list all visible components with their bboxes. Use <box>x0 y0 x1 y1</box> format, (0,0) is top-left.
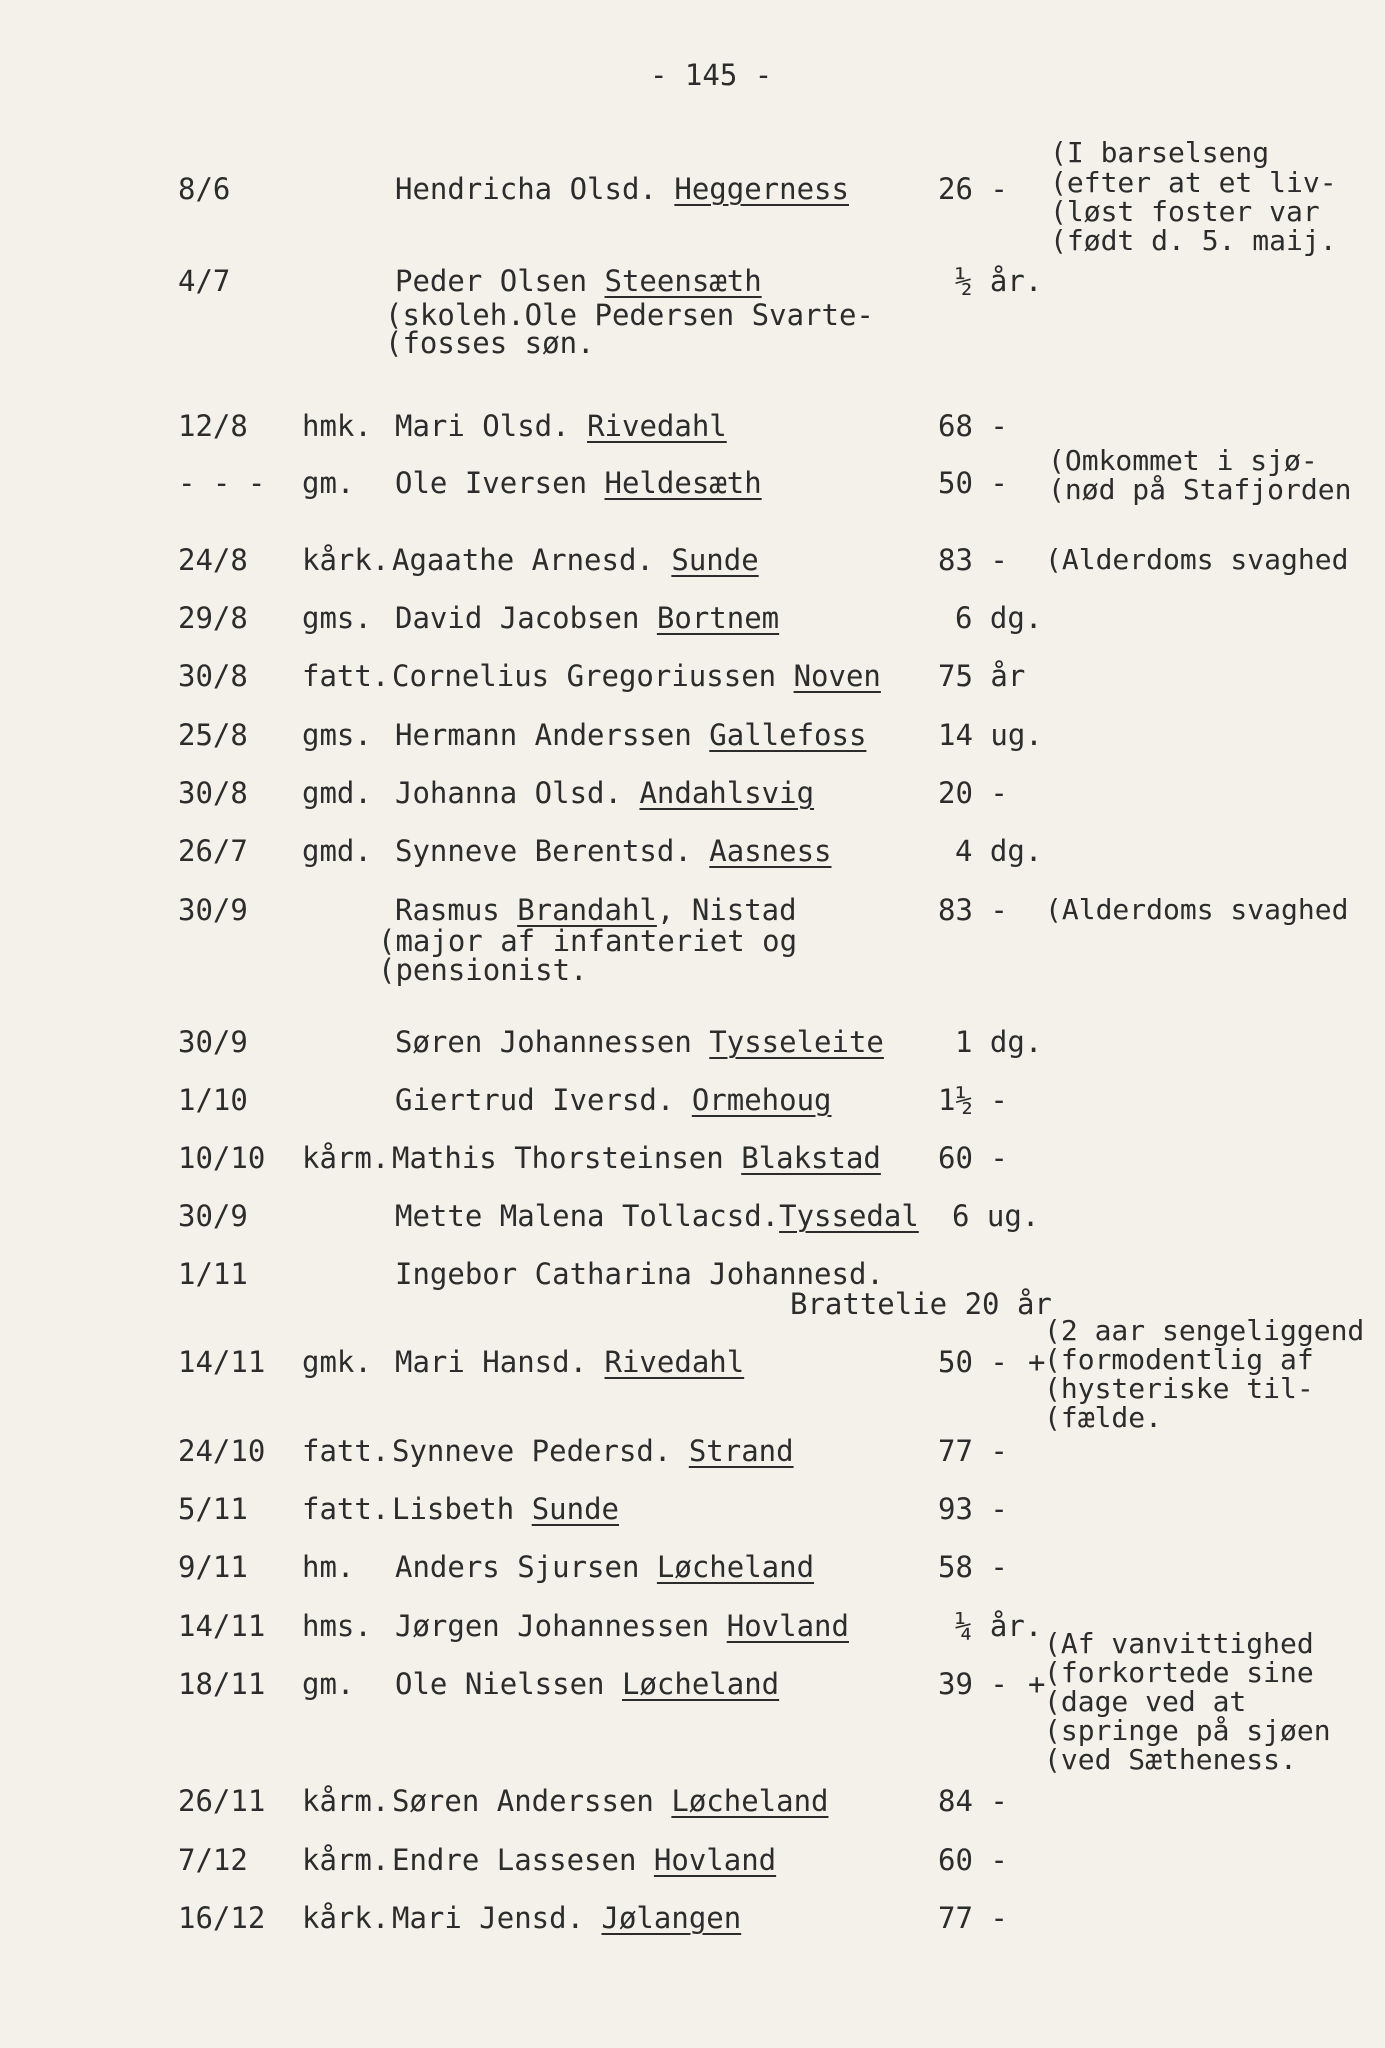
entry-date: 30/9 <box>178 1199 248 1233</box>
entry-name-line <box>395 720 866 750</box>
entry-farm: Hovland <box>653 1843 777 1877</box>
entry-title: gmd. <box>302 776 372 810</box>
entry-date: 9/11 <box>178 1550 248 1584</box>
entry-name-line <box>395 1669 779 1699</box>
entry-date: 30/8 <box>178 776 248 810</box>
entry-name-line <box>392 1436 794 1466</box>
entry-name: Giertrud Iversd. <box>395 1083 692 1117</box>
entry-date: 24/10 <box>178 1434 266 1468</box>
entry-date: 4/7 <box>178 264 231 298</box>
entry-age: 93 - <box>938 1492 1008 1526</box>
entry-title: hm. <box>302 1550 355 1584</box>
entry-note-line: (forkortede sine <box>1044 1656 1314 1689</box>
entry-age: 83 - <box>938 893 1008 927</box>
entry-date: 30/9 <box>178 893 248 927</box>
entry-date: 30/8 <box>178 659 248 693</box>
entry-name: Ingebor Catharina Johannesd. <box>395 1257 884 1291</box>
entry-name: Mari Hansd. <box>395 1345 605 1379</box>
entry-farm: Tyssedal <box>779 1199 919 1233</box>
entry-title: gms. <box>302 718 372 752</box>
entry-name-line <box>395 1611 849 1641</box>
entry-title: kårm. <box>302 1784 390 1818</box>
entry-extra-line: (pensionist. <box>378 953 588 987</box>
entry-name: Synneve Pedersd. <box>392 1434 689 1468</box>
entry-name-line <box>395 1259 884 1289</box>
entry-date: 14/11 <box>178 1345 266 1379</box>
entry-farm: Heldesæth <box>604 466 762 500</box>
entry-date: 26/7 <box>178 834 248 868</box>
entry-age: 68 - <box>938 409 1008 443</box>
entry-farm: Jølangen <box>601 1901 742 1935</box>
entry-age: 6 dg. <box>955 601 1043 635</box>
page-number: - 145 - <box>650 58 773 92</box>
entry-date: 7/12 <box>178 1843 248 1877</box>
entry-farm: Blakstad <box>741 1141 881 1175</box>
entry-age: 26 - <box>938 172 1008 206</box>
entry-age: 58 - <box>938 1550 1008 1584</box>
entry-age: 20 - <box>938 776 1008 810</box>
entry-title: hms. <box>302 1609 372 1643</box>
entry-name: Søren Johannessen <box>395 1025 710 1059</box>
entry-farm: Noven <box>793 659 881 693</box>
entry-age: 1 dg. <box>955 1025 1043 1059</box>
entry-date: 30/9 <box>178 1025 248 1059</box>
entry-extra-line: (major af infanteriet og <box>378 924 798 958</box>
entry-age: 50 - <box>938 1345 1008 1379</box>
entry-name-line <box>395 1552 814 1582</box>
entry-name-line <box>392 661 881 691</box>
entry-title: fatt. <box>302 1434 390 1468</box>
entry-age: 60 - <box>938 1843 1008 1877</box>
entry-title: kårk. <box>302 543 390 577</box>
entry-date: 29/8 <box>178 601 248 635</box>
entry-age: 75 år <box>938 659 1026 693</box>
entry-name: Synneve Berentsd. <box>395 834 710 868</box>
entry-name-line <box>395 1027 884 1057</box>
entry-date: 8/6 <box>178 172 231 206</box>
entry-date: 18/11 <box>178 1667 266 1701</box>
entry-farm: Tysseleite <box>709 1025 884 1059</box>
entry-farm: Løcheland <box>656 1550 815 1584</box>
entry-date: 5/11 <box>178 1492 248 1526</box>
entry-name-suffix: , Nistad <box>656 893 797 927</box>
entry-farm: Sunde <box>671 543 759 577</box>
entry-name: Ole Iversen <box>395 466 605 500</box>
entry-farm: Strand <box>688 1434 794 1468</box>
entry-title: gmd. <box>302 834 372 868</box>
entry-farm: Brandahl <box>517 893 657 927</box>
entry-title: fatt. <box>302 659 390 693</box>
entry-name: Søren Anderssen <box>392 1784 672 1818</box>
entry-date: 10/10 <box>178 1141 266 1175</box>
entry-name-line <box>395 468 762 498</box>
entry-farm: Løcheland <box>671 1784 829 1818</box>
entry-title: gm. <box>302 1667 355 1701</box>
entry-farm: Rivedahl <box>587 409 727 443</box>
entry-note-line: (hysteriske til- <box>1044 1372 1314 1405</box>
entry-name: Hermann Anderssen <box>395 718 710 752</box>
entry-note-line: (Omkommet i sjø- <box>1048 444 1318 477</box>
entry-age: 50 - <box>938 466 1008 500</box>
entry-age: 83 - <box>938 543 1008 577</box>
entry-age: 39 - <box>938 1667 1008 1701</box>
entry-note-line: (Alderdoms svaghed <box>1045 893 1349 926</box>
entry-date: 1/11 <box>178 1257 248 1291</box>
entry-date: 25/8 <box>178 718 248 752</box>
entry-farm: Ormehoug <box>691 1083 832 1117</box>
entry-farm: Hovland <box>726 1609 849 1643</box>
entry-name: Ole Nielssen <box>395 1667 622 1701</box>
entry-farm: Rivedahl <box>604 1345 745 1379</box>
entry-name: Mette Malena Tollacsd. <box>395 1199 780 1233</box>
entry-name: Jørgen Johannessen <box>395 1609 727 1643</box>
entry-note-line: (løst foster var <box>1050 195 1320 228</box>
entry-name-line <box>395 411 727 441</box>
entry-extra-line: Brattelie 20 år <box>790 1287 1052 1321</box>
entry-farm: Heggerness <box>674 172 849 206</box>
entry-title: kårm. <box>302 1141 390 1175</box>
entry-name-line <box>392 1786 829 1816</box>
entry-title: gmk. <box>302 1345 372 1379</box>
entry-name: Endre Lassesen <box>392 1843 654 1877</box>
entry-note-line: (ved Sætheness. <box>1044 1743 1297 1776</box>
entry-note-line: (2 aar sengeliggend <box>1044 1314 1365 1347</box>
entry-extra-line: (skoleh.Ole Pedersen Svarte- <box>385 298 874 332</box>
entry-date: 14/11 <box>178 1609 266 1643</box>
entry-note-line: (Af vanvittighed <box>1044 1627 1314 1660</box>
entry-name-line <box>392 1845 776 1875</box>
entry-age: 4 dg. <box>955 834 1043 868</box>
entry-name-line <box>395 1085 832 1115</box>
entry-name: Hendricha Olsd. <box>395 172 675 206</box>
entry-name-line <box>392 1143 881 1173</box>
entry-note-line: (født d. 5. maij. <box>1050 224 1337 257</box>
entry-note-line: (Alderdoms svaghed <box>1045 543 1349 576</box>
entry-name: Anders Sjursen <box>395 1550 657 1584</box>
entry-name: Mari Jensd. <box>392 1901 602 1935</box>
entry-note-line: (nød på Stafjorden <box>1048 473 1352 506</box>
entry-title: gms. <box>302 601 372 635</box>
entry-extra-line: (fosses søn. <box>385 326 595 360</box>
entry-farm: Sunde <box>531 1492 619 1526</box>
entry-date: 12/8 <box>178 409 248 443</box>
entry-name-line <box>395 836 832 866</box>
entry-note-line: (efter at et liv- <box>1050 166 1337 199</box>
entry-age: ½ år. <box>955 264 1043 298</box>
entry-age: 84 - <box>938 1784 1008 1818</box>
entry-farm: Gallefoss <box>709 718 867 752</box>
entry-note-line: (formodentlig af <box>1044 1343 1314 1376</box>
entry-name: Rasmus <box>395 893 518 927</box>
entry-title: kårm. <box>302 1843 390 1877</box>
entry-name: Johanna Olsd. <box>395 776 640 810</box>
entry-title: hmk. <box>302 409 372 443</box>
entry-name-line <box>395 174 849 204</box>
entry-age: 6 ug. <box>952 1199 1040 1233</box>
entry-farm: Løcheland <box>621 1667 780 1701</box>
entry-farm: Bortnem <box>656 601 780 635</box>
entry-name-line <box>395 1201 919 1231</box>
entry-name: Agaathe Arnesd. <box>392 543 672 577</box>
entry-title: gm. <box>302 466 355 500</box>
entry-farm: Andahlsvig <box>639 776 815 810</box>
entry-note-line: (I barselseng <box>1050 136 1270 169</box>
entry-age: 77 - <box>938 1901 1008 1935</box>
entry-age: 14 ug. <box>938 718 1043 752</box>
entry-name-line <box>392 1903 741 1933</box>
entry-name: Mari Olsd. <box>395 409 588 443</box>
entry-name-line <box>392 1494 619 1524</box>
entry-name: Peder Olsen <box>395 264 605 298</box>
entry-age: ¼ år. <box>955 1609 1043 1643</box>
entry-farm: Steensæth <box>604 264 762 298</box>
entry-name: Mathis Thorsteinsen <box>392 1141 742 1175</box>
entry-date: 1/10 <box>178 1083 248 1117</box>
entry-name-line <box>392 545 759 575</box>
entry-name: Cornelius Gregoriussen <box>392 659 794 693</box>
entry-title: fatt. <box>302 1492 390 1526</box>
entry-mark: + <box>1028 1345 1046 1379</box>
entry-farm: Aasness <box>709 834 832 868</box>
entry-name-line <box>395 778 814 808</box>
entry-note-line: (dage ved at <box>1044 1685 1247 1718</box>
entry-name-line <box>395 266 762 296</box>
entry-age: 77 - <box>938 1434 1008 1468</box>
entry-date: - - - <box>178 466 266 500</box>
entry-name-line <box>395 603 779 633</box>
entry-mark: + <box>1028 1667 1046 1701</box>
entry-name-line <box>395 895 797 925</box>
entry-date: 16/12 <box>178 1901 266 1935</box>
entry-date: 26/11 <box>178 1784 266 1818</box>
entry-name: Lisbeth <box>392 1492 532 1526</box>
entry-name-line <box>395 1347 744 1377</box>
entry-date: 24/8 <box>178 543 248 577</box>
entry-note-line: (springe på sjøen <box>1044 1714 1331 1747</box>
entry-age: 60 - <box>938 1141 1008 1175</box>
entry-title: kårk. <box>302 1901 390 1935</box>
entry-name: David Jacobsen <box>395 601 657 635</box>
entry-age: 1½ - <box>938 1083 1008 1117</box>
entry-note-line: (fælde. <box>1044 1401 1163 1434</box>
